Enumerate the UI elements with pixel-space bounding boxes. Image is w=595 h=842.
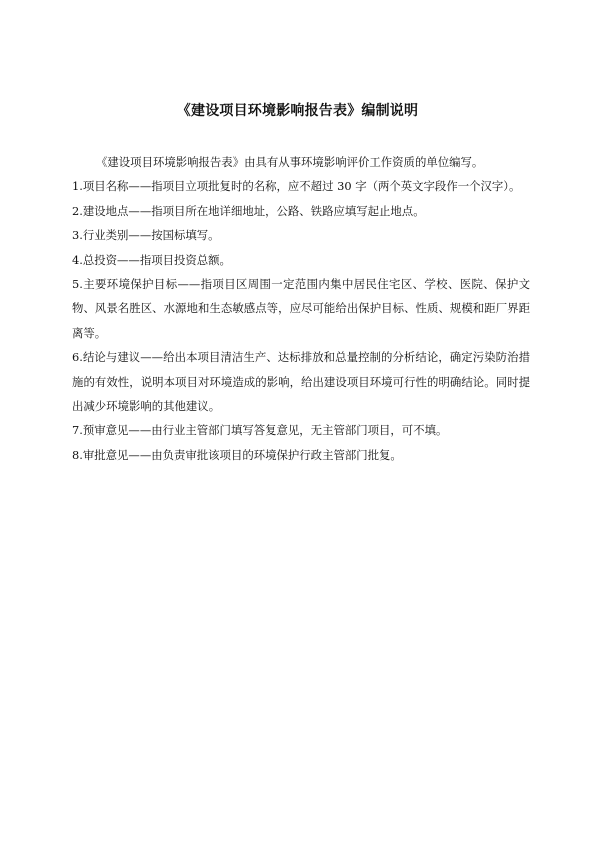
instruction-item-6: 6.结论与建议——给出本项目清洁生产、达标排放和总量控制的分析结论，确定污染防治措施的有效性，说明本项目对环境造成的影响，给出建设项目环境可行性的明确结论。同时提出减少环境影响的其他建议。 — [72, 350, 530, 414]
instruction-item-2: 2.建设地点——指项目所在地详细地址，公路、铁路应填写起止地点。 — [72, 203, 425, 218]
instruction-item-8: 8.审批意见——由负责审批该项目的环境保护行政主管部门批复。 — [72, 447, 402, 462]
instruction-item-4: 4.总投资——指项目投资总额。 — [72, 252, 231, 267]
instruction-item-7: 7.预审意见——由行业主管部门填写答复意见，无主管部门项目，可不填。 — [72, 423, 448, 438]
document-title: 《建设项目环境影响报告表》编制说明 — [176, 103, 419, 119]
intro-paragraph: 《建设项目环境影响报告表》由具有从事环境影响评价工作资质的单位编写。 — [96, 155, 484, 169]
instructions-body — [72, 150, 530, 467]
instruction-item-1: 1.项目名称——指项目立项批复时的名称，应不超过 30 字（两个英文字段作一个汉字）。 — [72, 179, 521, 194]
instruction-item-3: 3.行业类别——按国标填写。 — [72, 228, 220, 243]
instruction-item-5: 5.主要环境保护目标——指项目区周围一定范围内集中居民住宅区、学校、医院、保护文物、风景名胜区、水源地和生态敏感点等，应尽可能给出保护目标、性质、规模和距厂界距离等。 — [72, 277, 530, 340]
